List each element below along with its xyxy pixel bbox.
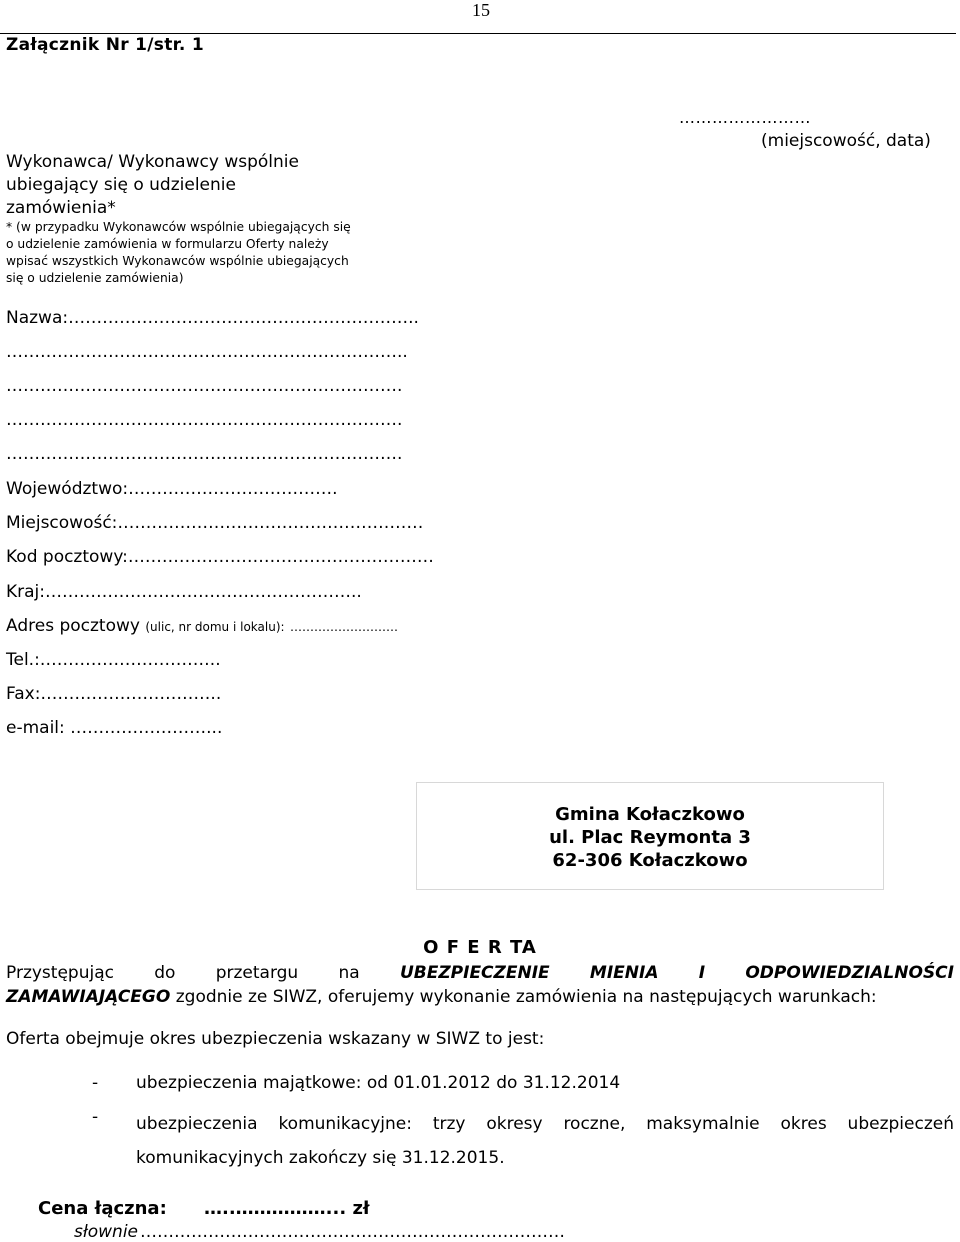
field-postal-address (6, 616, 398, 636)
p1-bold-word: UBEZPIECZENIE (399, 963, 550, 983)
contractor-footnote: * (w przypadku Wykonawców wspólnie ubiegających się o udzielenie zamówienia w formularzu Oferty należy wpisać wszystkich Wykonawców wspólnie ubiegających się o udzielenie zamówienia) (6, 220, 351, 285)
page-number: 15 (472, 0, 490, 20)
p1-word: Przystępując (6, 963, 114, 983)
postal-address-dots: ……………………… (289, 620, 398, 634)
p1-bold-word: I (698, 963, 706, 983)
field-email: e-mail: ……………………... (6, 718, 223, 738)
p1-word: na (338, 963, 360, 983)
item2-word: roczne, (563, 1114, 626, 1134)
field-country: Kraj:……………………………………………….. (6, 582, 362, 602)
price-in-words-label: słownie (74, 1222, 138, 1242)
offer-paragraph-line-1 (6, 961, 954, 985)
total-price-value: …..……………... zł (204, 1198, 370, 1219)
field-postal-code: Kod pocztowy:……………………………………………… (6, 547, 434, 567)
field-city: Miejscowość:……………………………………………… (6, 513, 424, 533)
recipient-name: Gmina Kołaczkowo (555, 804, 745, 825)
list-item-property: ubezpieczenia majątkowe: od 01.01.2012 do 31.12.2014 (136, 1073, 621, 1093)
p1-word: przetargu (215, 963, 299, 983)
list-item-motor (136, 1107, 954, 1175)
field-name-line-5: ……………………………………………………………. (6, 444, 403, 464)
p1-bold-word: MIENIA (589, 963, 659, 983)
field-name-line-2: …………………………………………………………….. (6, 342, 408, 362)
p2-bold: ZAMAWIAJĄCEGO (6, 987, 171, 1007)
item2-word: okres (780, 1114, 827, 1134)
item2-word: ubezpieczeń (847, 1114, 954, 1134)
offer-title: O F E R TA (423, 937, 537, 958)
recipient-street: ul. Plac Reymonta 3 (549, 827, 751, 848)
p1-word: do (154, 963, 176, 983)
item2-word: trzy (432, 1114, 466, 1134)
field-voivodeship: Województwo:………………………………. (6, 479, 338, 499)
field-name: Nazwa:…………………………………………………….. (6, 308, 419, 328)
item2-word: ubezpieczenia (136, 1114, 258, 1134)
price-in-words-dots: ………………………………………………………………… (140, 1222, 565, 1242)
field-name-line-4: ……………………………………………………………. (6, 410, 403, 430)
total-price-label: Cena łączna: (38, 1198, 167, 1219)
recipient-address-box (416, 782, 884, 890)
postal-address-label: Adres pocztowy (6, 616, 140, 636)
p2-rest: zgodnie ze SIWZ, oferujemy wykonanie zamówienia na następujących warunkach: (170, 987, 877, 1007)
place-date-label: (miejscowość, data) (761, 131, 931, 151)
place-date-dots: …………………… (679, 108, 811, 127)
list-item-motor-line-2: komunikacyjnych zakończy się 31.12.2015. (136, 1148, 505, 1168)
list-dash: - (92, 1073, 99, 1093)
item2-word: okresy (486, 1114, 543, 1134)
field-fax: Fax:………………………….. (6, 684, 222, 704)
list-item-motor-line-1 (136, 1107, 954, 1141)
offer-paragraph (6, 961, 954, 1009)
attachment-label: Załącznik Nr 1/str. 1 (6, 35, 204, 55)
recipient-postal-city: 62-306 Kołaczkowo (552, 850, 748, 871)
field-tel: Tel.:………………………….. (6, 650, 221, 670)
item2-word: maksymalnie (646, 1114, 760, 1134)
offer-paragraph-line-2 (6, 985, 954, 1009)
header-rule (0, 33, 956, 34)
list-dash: - (92, 1107, 99, 1127)
p1-bold-word: ODPOWIEDZIALNOŚCI (745, 963, 954, 983)
item2-word: komunikacyjne: (278, 1114, 412, 1134)
offer-scope: Oferta obejmuje okres ubezpieczenia wskazany w SIWZ to jest: (6, 1029, 545, 1049)
postal-address-hint: (ulic, nr domu i lokalu): (145, 620, 285, 634)
field-name-line-3: ……………………………………………………………. (6, 376, 403, 396)
contractor-label: Wykonawca/ Wykonawcy wspólnie ubiegający się o udzielenie zamówienia* (6, 152, 299, 218)
